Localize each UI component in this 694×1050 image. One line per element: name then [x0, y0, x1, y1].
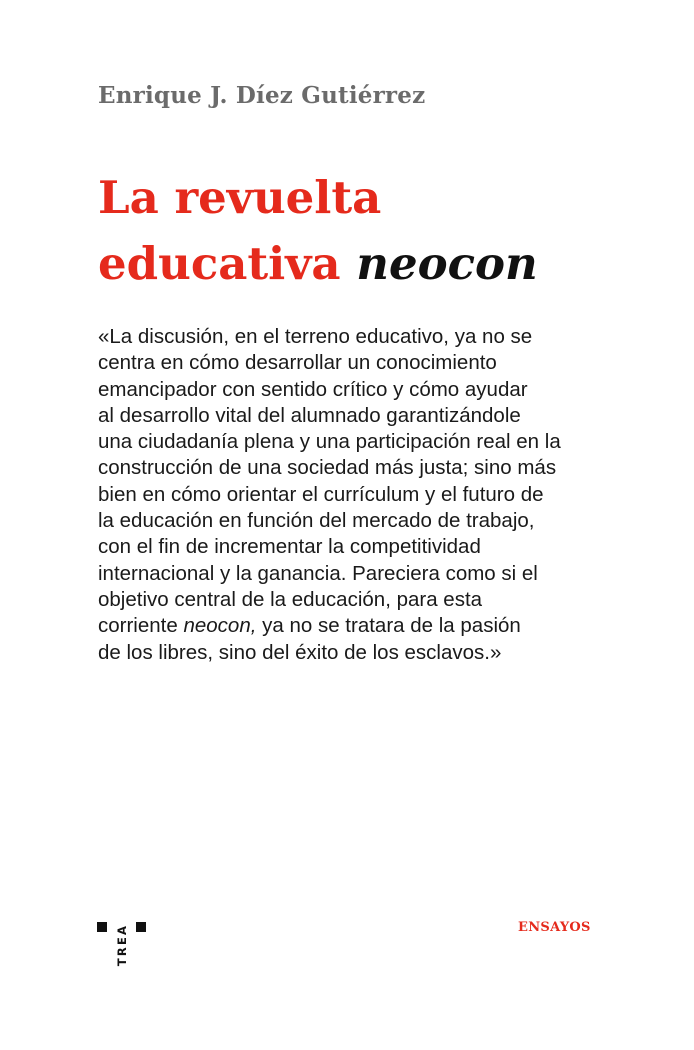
series-label: ENSAYOS	[518, 920, 591, 935]
quote-line	[98, 613, 618, 639]
publisher-logo	[96, 918, 148, 974]
quote-line: con el fin de incrementar la competitividad	[98, 535, 481, 559]
publisher-name: TREA	[115, 923, 129, 967]
quote-line: internacional y la ganancia. Pareciera como si el	[98, 561, 538, 585]
quote-line: una ciudadanía plena y una participación real en la	[98, 430, 561, 454]
quote-line: de los libres, sino del éxito de los esclavos.»	[98, 640, 502, 664]
back-quote	[98, 324, 618, 666]
title-emphasis: neocon	[356, 237, 538, 290]
book-title	[98, 165, 538, 297]
logo-square-icon	[97, 922, 107, 932]
quote-text: corriente	[98, 614, 184, 638]
title-line-2	[98, 231, 538, 297]
logo-square-icon	[136, 922, 146, 932]
quote-line: emancipador con sentido crítico y cómo ayudar	[98, 377, 528, 401]
author-name: Enrique J. Díez Gutiérrez	[98, 82, 426, 109]
logo-text-wrapper	[114, 920, 130, 970]
quote-line: bien en cómo orientar el currículum y el futuro de	[98, 482, 544, 506]
quote-line: «La discusión, en el terreno educativo, ya no se	[98, 325, 533, 348]
quote-line: construcción de una sociedad más justa; sino más	[98, 456, 557, 480]
quote-line: al desarrollo vital del alumnado garantizándole	[98, 403, 521, 427]
title-line-2-main: educativa	[98, 237, 341, 290]
quote-line: centra en cómo desarrollar un conocimiento	[98, 351, 497, 375]
quote-line: la educación en función del mercado de trabajo,	[98, 509, 535, 533]
quote-line: objetivo central de la educación, para esta	[98, 587, 483, 611]
title-line-1: La revuelta	[98, 171, 382, 224]
quote-italic-neocon: neocon,	[183, 614, 257, 638]
quote-text: ya no se tratara de la pasión	[256, 614, 521, 638]
